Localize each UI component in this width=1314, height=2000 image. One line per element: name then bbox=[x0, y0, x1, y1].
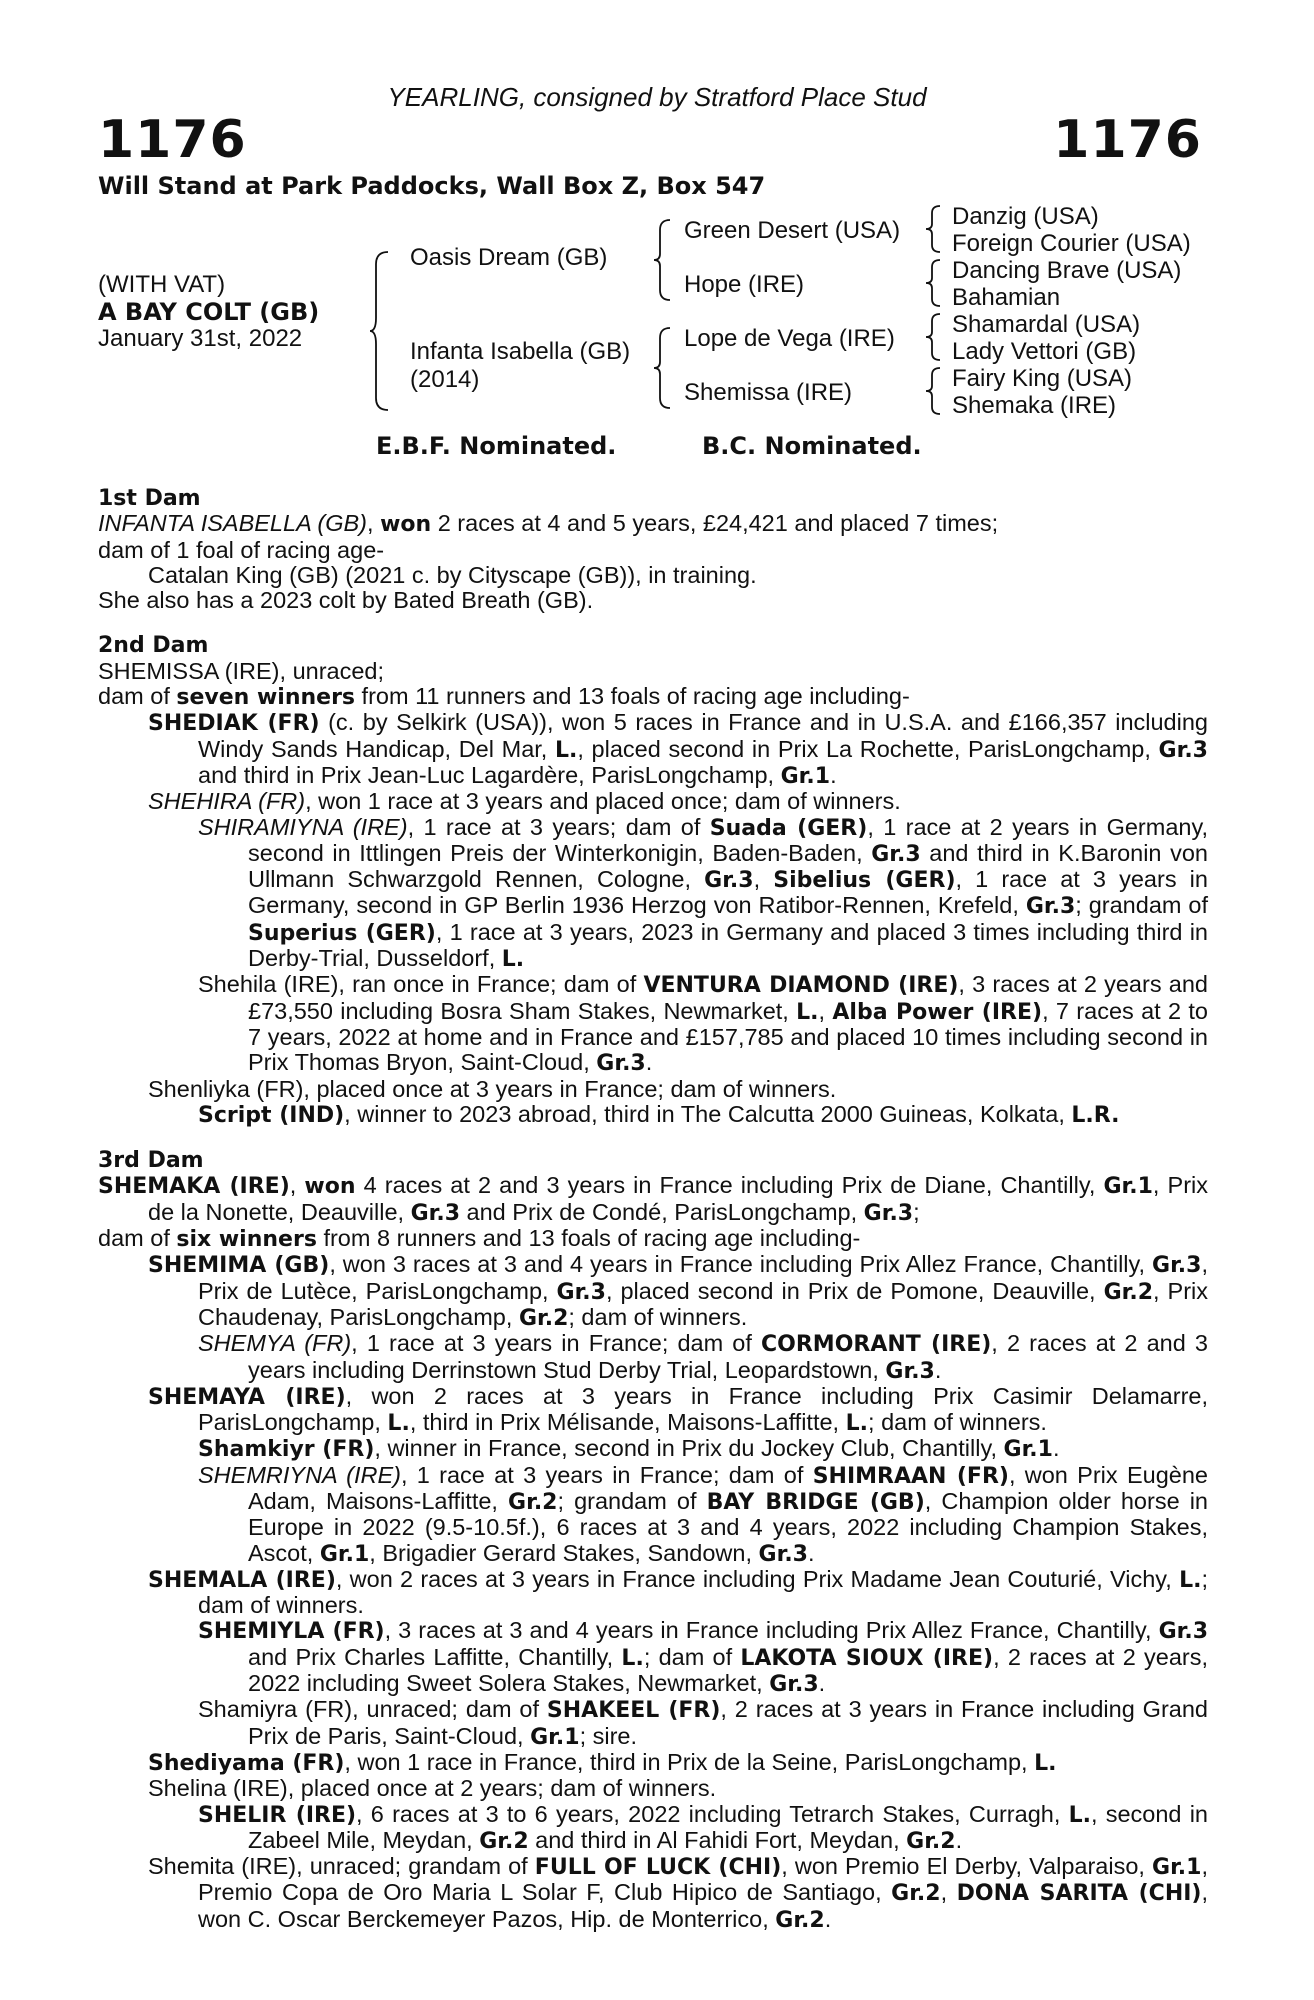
pedigree-brace-g2 bbox=[924, 258, 944, 308]
pedigree-ggp-5: Shamardal (USA) bbox=[952, 311, 1141, 338]
horse-name: A BAY COLT (GB) bbox=[98, 298, 320, 326]
pedigree-ggp-8: Shemaka (IRE) bbox=[952, 392, 1117, 419]
pedigree-sire-dam: Hope (IRE) bbox=[684, 271, 805, 298]
produce-entry: SHEHIRA (FR), won 1 race at 3 years and placed once; dam of winners. bbox=[148, 788, 901, 815]
produce-entry: SHEMYA (FR), 1 race at 3 years in France; dam of CORMORANT (IRE), 2 races at 2 and 3 years including Derrinstown Stud Derby Trial, Leopardstown, Gr.3. bbox=[198, 1330, 1208, 1384]
produce-entry: SHEMALA (IRE), won 2 races at 3 years in France including Prix Madame Jean Couturié, Vichy, L.; dam of winners. bbox=[148, 1565, 1208, 1619]
lot-number-left: 1176 bbox=[98, 110, 247, 170]
vat-note: (WITH VAT) bbox=[98, 271, 226, 298]
produce-entry: SHEMIYLA (FR), 3 races at 3 and 4 years in France including Prix Allez France, Chantilly, Gr.3 and Prix Charles Laffitte, Chantilly, L.; dam of LAKOTA SIOUX (IRE), 2 races at 2 years, 2022 including Sweet Solera Stakes, Newmarket, Gr.3. bbox=[198, 1617, 1209, 1698]
pedigree-dam-sire: Lope de Vega (IRE) bbox=[684, 325, 895, 352]
produce-entry: SHEMIMA (GB), won 3 races at 3 and 4 years in France including Prix Allez France, Chantilly, Gr.3, Prix de Lutèce, ParisLongchamp, Gr.3, placed second in Prix de Pomone, Deauville, Gr.2, Prix Chaudenay, ParisLongchamp, Gr.2; dam of winners. bbox=[148, 1251, 1208, 1331]
third-dam-entry: SHEMAKA (IRE), won 4 races at 2 and 3 years in France including Prix de Diane, Chantilly, Gr.1, Prix de la Nonette, Deauville, Gr.3 and Prix de Condé, ParisLongchamp, Gr.3; bbox=[98, 1172, 1208, 1226]
pedigree-sire-sire: Green Desert (USA) bbox=[684, 217, 901, 244]
pedigree-dam-year: (2014) bbox=[410, 366, 480, 393]
pedigree-ggp-7: Fairy King (USA) bbox=[952, 365, 1133, 392]
stand-location: Will Stand at Park Paddocks, Wall Box Z, Box 547 bbox=[98, 172, 766, 200]
pedigree-ggp-1: Danzig (USA) bbox=[952, 203, 1099, 230]
second-dam-produce-intro: dam of seven winners from 11 runners and 13 foals of racing age including- bbox=[98, 683, 910, 711]
pedigree-ggp-3: Dancing Brave (USA) bbox=[952, 257, 1182, 284]
pedigree-brace-main bbox=[368, 250, 394, 412]
lot-number-right: 1176 bbox=[1053, 110, 1202, 170]
pedigree-brace-sire bbox=[652, 218, 674, 302]
pedigree-ggp-4: Bahamian bbox=[952, 284, 1061, 311]
third-dam-produce-intro: dam of six winners from 8 runners and 13 foals of racing age including- bbox=[98, 1225, 861, 1253]
produce-entry: Shehila (IRE), ran once in France; dam of VENTURA DIAMOND (IRE), 3 races at 2 years and £73,550 including Bosra Sham Stakes, Newmarket, L., Alba Power (IRE), 7 races at 2 to 7 years, 2022 at home and in France and £157,785 and placed 10 times including second in Prix Thomas Bryon, Saint-Cloud, Gr.3. bbox=[198, 971, 1208, 1077]
produce-entry: Catalan King (GB) (2021 c. by Cityscape (GB)), in training. bbox=[148, 561, 757, 588]
first-dam-produce-intro: dam of 1 foal of racing age- bbox=[98, 536, 385, 563]
produce-entry: Script (IND), winner to 2023 abroad, third in The Calcutta 2000 Guineas, Kolkata, L.R. bbox=[198, 1100, 1120, 1128]
first-dam-entry: INFANTA ISABELLA (GB), won 2 races at 4 and 5 years, £24,421 and placed 7 times; bbox=[98, 510, 999, 538]
consignor-line: YEARLING, consigned by Stratford Place Stud bbox=[387, 82, 927, 112]
foaling-date: January 31st, 2022 bbox=[98, 325, 303, 352]
pedigree-brace-g1 bbox=[924, 204, 944, 254]
produce-entry: SHIRAMIYNA (IRE), 1 race at 3 years; dam of Suada (GER), 1 race at 2 years in Germany, second in Ittlingen Preis der Winterkonigin, Baden-Baden, Gr.3 and third in K.Baronin von Ullmann Schwarzgold Rennen, Cologne, Gr.3, Sibelius (GER), 1 race at 3 years in Germany, second in GP Berlin 1936 Herzog von Ratibor-Rennen, Krefeld, Gr.3; grandam of Superius (GER), 1 race at 3 years, 2023 in Germany and placed 3 times including third in Derby-Trial, Dusseldorf, L. bbox=[198, 813, 1209, 973]
first-dam-heading: 1st Dam bbox=[98, 486, 201, 511]
bc-nominated: B.C. Nominated. bbox=[702, 432, 922, 460]
produce-entry: Shamiyra (FR), unraced; dam of SHAKEEL (FR), 2 races at 3 years in France including Grand Prix de Paris, Saint-Cloud, Gr.1; sire. bbox=[198, 1696, 1208, 1750]
pedigree-brace-g3 bbox=[924, 312, 944, 362]
pedigree-sire: Oasis Dream (GB) bbox=[410, 244, 608, 271]
produce-entry: SHEDIAK (FR) (c. by Selkirk (USA)), won 5 races in France and in U.S.A. and £166,357 including Windy Sands Handicap, Del Mar, L., placed second in Prix La Rochette, ParisLongchamp, Gr.3 and third in Prix Jean-Luc Lagardère, ParisLongchamp, Gr.1. bbox=[148, 709, 1208, 789]
produce-entry: Shemita (IRE), unraced; grandam of FULL OF LUCK (CHI), won Premio El Derby, Valparaiso, Gr.1, Premio Copa de Oro Maria L Solar F, Club Hipico de Santiago, Gr.2, DONA SARITA (CHI), won C. Oscar Berckemeyer Pazos, Hip. de Monterrico, Gr.2. bbox=[148, 1853, 1208, 1933]
second-dam-heading: 2nd Dam bbox=[98, 633, 209, 659]
produce-entry: Shenliyka (FR), placed once at 3 years in France; dam of winners. bbox=[148, 1075, 837, 1102]
pedigree-dam-dam: Shemissa (IRE) bbox=[684, 379, 853, 406]
pedigree-ggp-6: Lady Vettori (GB) bbox=[952, 338, 1137, 365]
third-dam-heading: 3rd Dam bbox=[98, 1148, 204, 1174]
produce-entry: SHEMAYA (IRE), won 2 races at 3 years in France including Prix Casimir Delamarre, ParisLongchamp, L., third in Prix Mélisande, Maisons-Laffitte, L.; dam of winners. bbox=[148, 1382, 1208, 1437]
pedigree-brace-dam bbox=[652, 326, 674, 410]
ebf-nominated: E.B.F. Nominated. bbox=[376, 432, 617, 460]
produce-entry: SHELIR (IRE), 6 races at 3 to 6 years, 2022 including Tetrarch Stakes, Curragh, L., second in Zabeel Mile, Meydan, Gr.2 and third in Al Fahidi Fort, Meydan, Gr.2. bbox=[198, 1800, 1209, 1854]
produce-entry: Shelina (IRE), placed once at 2 years; dam of winners. bbox=[148, 1775, 717, 1802]
pedigree-dam: Infanta Isabella (GB) bbox=[410, 338, 631, 365]
produce-entry: Shamkiyr (FR), winner in France, second in Prix du Jockey Club, Chantilly, Gr.1. bbox=[198, 1435, 1060, 1463]
second-dam-entry: SHEMISSA (IRE), unraced; bbox=[98, 657, 385, 684]
pedigree-brace-g4 bbox=[924, 366, 944, 416]
pedigree-ggp-2: Foreign Courier (USA) bbox=[952, 230, 1191, 257]
produce-entry: SHEMRIYNA (IRE), 1 race at 3 years in France; dam of SHIMRAAN (FR), won Prix Eugène Adam, Maisons-Laffitte, Gr.2; grandam of BAY BRIDGE (GB), Champion older horse in Europe in 2022 (9.5-10.5f.), 6 races at 3 and 4 years, 2022 including Champion Stakes, Ascot, Gr.1, Brigadier Gerard Stakes, Sandown, Gr.3. bbox=[198, 1461, 1209, 1567]
first-dam-note: She also has a 2023 colt by Bated Breath (GB). bbox=[98, 587, 594, 614]
produce-record bbox=[98, 486, 1208, 1933]
produce-entry: Shediyama (FR), won 1 race in France, third in Prix de la Seine, ParisLongchamp, L. bbox=[148, 1748, 1057, 1776]
